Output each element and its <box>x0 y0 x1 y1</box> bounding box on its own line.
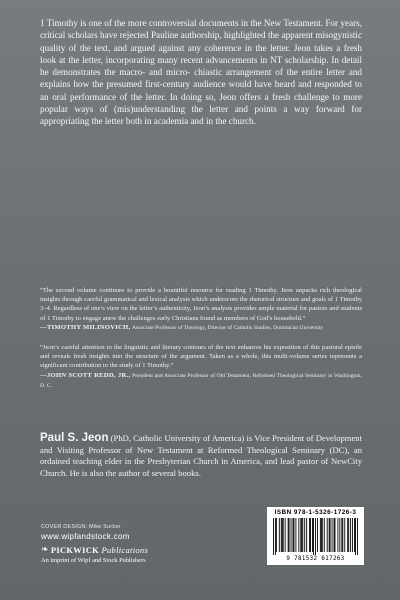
cover-design-credit: COVER DESIGN: Mike Surber <box>41 524 121 530</box>
barcode-bar <box>330 518 331 552</box>
endorsement-quote: “The second volume continues to provide a bountiful resource for reading 1 Timothy. Jeon unpacks rich theological insights through careful grammatical and lexical analysis which underscore the rhetorical structure and goals of 1 Timothy 3–4. Regardless of one’s view on the letter’s authenticity, Jeon’s analysis provides ample material for pastors and students of 1 Timothy to engage anew the challenges early Christians found as members of God’s household.” <box>40 287 362 322</box>
barcode-bar <box>332 518 333 552</box>
barcode-bar <box>352 518 353 552</box>
publisher-website: www.wipfandstock.com <box>41 532 130 541</box>
barcode-digits: 9 781532 617263 <box>286 556 345 562</box>
imprint-line: An imprint of Wipf and Stock Publishers <box>41 557 146 564</box>
barcode-bar <box>329 518 330 552</box>
barcode-bar <box>355 518 356 555</box>
publisher-name-suffix: Publications <box>101 545 149 555</box>
barcode-bar <box>288 518 289 552</box>
barcode-bar <box>289 518 290 552</box>
barcode-bar <box>327 518 328 552</box>
barcode-bar <box>342 518 343 552</box>
endorsement-quote: “Jeon’s careful attention to the linguistic and literary contours of the text enhances his exposition of this pastoral epistle and reveals fresh insights into the structure of the argument. Taken as a whole, this multi-volume series represents a significant contribution to the study of 1 Timothy.” <box>40 344 362 370</box>
barcode-bar <box>281 518 282 552</box>
barcode-bar <box>337 518 338 552</box>
pickwick-leaf-icon: ❧ <box>41 545 49 555</box>
barcode-bar <box>310 518 311 552</box>
barcode-bar <box>344 518 345 552</box>
isbn-number: ISBN 978-1-5326-1726-3 <box>274 509 357 516</box>
barcode-bar <box>295 518 296 552</box>
barcode-bar <box>317 518 318 552</box>
barcode-bar <box>357 518 358 555</box>
barcode-bar <box>291 518 292 552</box>
barcode-bar <box>283 518 284 552</box>
barcode-bar <box>321 518 322 552</box>
barcode-bar <box>304 518 305 552</box>
endorser-name: —TIMOTHY MILINOVICH, <box>40 323 131 331</box>
endorsement-attribution <box>40 323 362 333</box>
publisher-name <box>51 545 148 555</box>
endorsement-redd <box>40 343 362 391</box>
barcode-bar <box>306 518 307 552</box>
barcode-bar <box>339 518 340 552</box>
barcode-bar <box>273 518 274 555</box>
barcode-bar <box>309 518 310 552</box>
barcode-bar <box>285 518 286 552</box>
barcode-bar <box>275 518 276 555</box>
endorsements <box>40 286 362 401</box>
barcode-bars <box>273 518 358 555</box>
publisher-name-prefix: PICKWICK <box>50 545 100 555</box>
barcode-bar <box>320 518 321 552</box>
barcode-bar <box>300 518 301 552</box>
barcode-bar <box>341 518 342 552</box>
barcode-bar <box>312 518 313 552</box>
barcode-bar <box>348 518 349 552</box>
barcode-bar <box>354 518 355 552</box>
barcode-bar <box>335 518 336 552</box>
barcode-bar <box>293 518 294 552</box>
endorser-credential: Associate Professor of Theology, Director of Catholic Studies, Dominican University <box>131 324 324 331</box>
description-text: 1 Timothy is one of the more controversial documents in the New Testament. For years, critical scholars have rejected Pauline authorship, highlighted the apparent misogynistic quality of the text, and argued against any coherence in the letter. Jeon takes a fresh look at the letter, incorporating many recent advancements in NT scholarship. In detail he demonstrates the macro- and micro- chiastic arrangement of the entire letter and explains how the presumed first-century audience would have heard and responded to an oral performance of the letter. In doing so, Jeon offers a fresh challenge to more popular ways of (mis)understanding the letter and points a way forward for appropriating the letter both in academia and in the church. <box>40 18 362 127</box>
endorser-credential: President and Associate Professor of Old Testament, Reformed Theological Seminary in Washington, D. C. <box>40 372 362 389</box>
barcode-bar <box>301 518 302 552</box>
author-bio-text: (PhD, Catholic University of America) is Vice President of Development and Visiting Professor of New Testament at Reformed Theological Seminary (DC), an ordained teaching elder in the Presbyterian Church in America, and lead pastor of NewCity Church. He is also the author of several books. <box>40 433 362 478</box>
book-description <box>40 17 362 128</box>
isbn-barcode <box>267 507 364 565</box>
barcode-bar <box>334 518 335 552</box>
endorser-name: —JOHN SCOTT REDD, JR., <box>40 371 131 379</box>
author-name: Paul S. Jeon <box>40 432 109 444</box>
barcode-bar <box>322 518 323 552</box>
barcode-bar <box>313 518 314 555</box>
barcode-bar <box>315 518 316 555</box>
barcode-bar <box>279 518 280 552</box>
barcode-bar <box>302 518 303 552</box>
barcode-bar <box>298 518 299 552</box>
publisher-logo <box>41 545 148 555</box>
author-bio <box>40 433 362 479</box>
endorsement-milinovich <box>40 286 362 333</box>
barcode-bar <box>347 518 348 552</box>
endorsement-attribution <box>40 371 362 391</box>
barcode-bar <box>324 518 325 552</box>
barcode-bar <box>282 518 283 552</box>
barcode-bar <box>276 518 277 552</box>
barcode-bar <box>294 518 295 552</box>
barcode-bar <box>350 518 351 552</box>
